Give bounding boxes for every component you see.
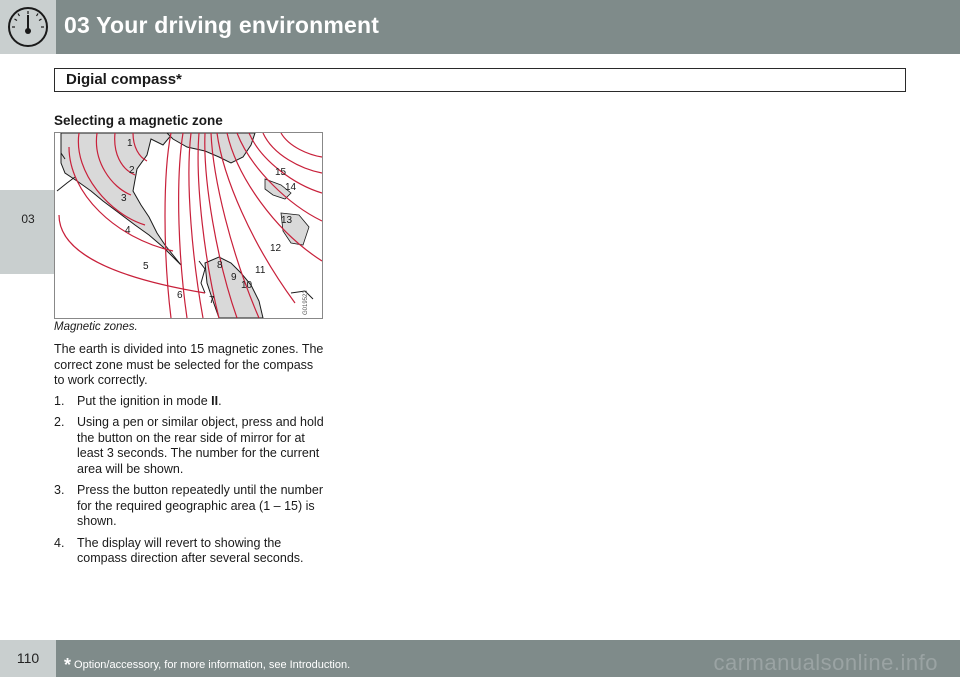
- footnote-text: Option/accessory, for more information, see Introduction.: [74, 659, 351, 671]
- footnote-star: *: [64, 655, 72, 675]
- step-text: Press the button repeatedly until the number for the required geographic area (1 – 15) is shown.: [77, 483, 323, 528]
- step-text: Put the ignition in mode: [77, 393, 212, 408]
- intro-paragraph: The earth is divided into 15 magnetic zones. The correct zone must be selected for the compass to work correctly.: [54, 342, 324, 387]
- figure-code: G019522: [303, 290, 309, 315]
- step-text: Using a pen or similar object, press and hold the button on the rear side of mirror for at least 3 seconds. The number for the current area will be shown.: [77, 415, 324, 476]
- zone-label-12: 12: [270, 243, 282, 254]
- zone-label-4: 4: [125, 225, 131, 236]
- list-item: [54, 415, 326, 477]
- zone-label-2: 2: [129, 165, 135, 176]
- list-item: [54, 483, 326, 530]
- list-item: [54, 536, 326, 567]
- step-mode-value: II: [211, 393, 219, 408]
- gauge-icon: [0, 0, 56, 54]
- magnetic-zones-figure: [54, 132, 323, 319]
- chapter-header: [0, 0, 960, 54]
- steps-list: [54, 394, 326, 567]
- zone-label-6: 6: [177, 290, 183, 301]
- zone-label-7: 7: [209, 295, 215, 306]
- zone-label-1: 1: [127, 138, 133, 149]
- zone-label-11: 11: [255, 265, 266, 276]
- step-text-end: .: [218, 393, 222, 408]
- step-number: 4.: [54, 535, 65, 550]
- zone-label-10: 10: [241, 280, 253, 291]
- step-text: The display will revert to showing the compass direction after several seconds.: [77, 535, 304, 565]
- chapter-side-tab: [0, 190, 56, 274]
- zone-label-9: 9: [231, 272, 237, 283]
- list-item: [54, 394, 326, 410]
- section-title-bar: [54, 68, 906, 92]
- watermark: carmanualsonline.info: [713, 650, 938, 675]
- section-title: Digial compass*: [66, 71, 182, 88]
- zone-label-13: 13: [281, 215, 293, 226]
- zone-label-8: 8: [217, 260, 223, 271]
- step-number: 1.: [54, 393, 65, 408]
- magnetic-zones-map: [55, 133, 322, 318]
- chapter-title: 03 Your driving environment: [64, 12, 380, 38]
- body-text: [54, 342, 326, 573]
- page-number-box: [0, 640, 56, 677]
- page-number: 110: [16, 650, 40, 666]
- step-number: 2.: [54, 415, 65, 429]
- zone-label-3: 3: [121, 193, 127, 204]
- step-number: 3.: [54, 483, 65, 497]
- side-tab-label: 03: [21, 212, 35, 226]
- zone-label-15: 15: [275, 167, 287, 178]
- footnote: [64, 652, 350, 673]
- zone-label-5: 5: [143, 261, 149, 272]
- zone-label-14: 14: [285, 182, 297, 193]
- header-icon-box: [0, 0, 56, 54]
- figure-caption: Magnetic zones.: [54, 321, 138, 333]
- subheading: Selecting a magnetic zone: [54, 113, 223, 128]
